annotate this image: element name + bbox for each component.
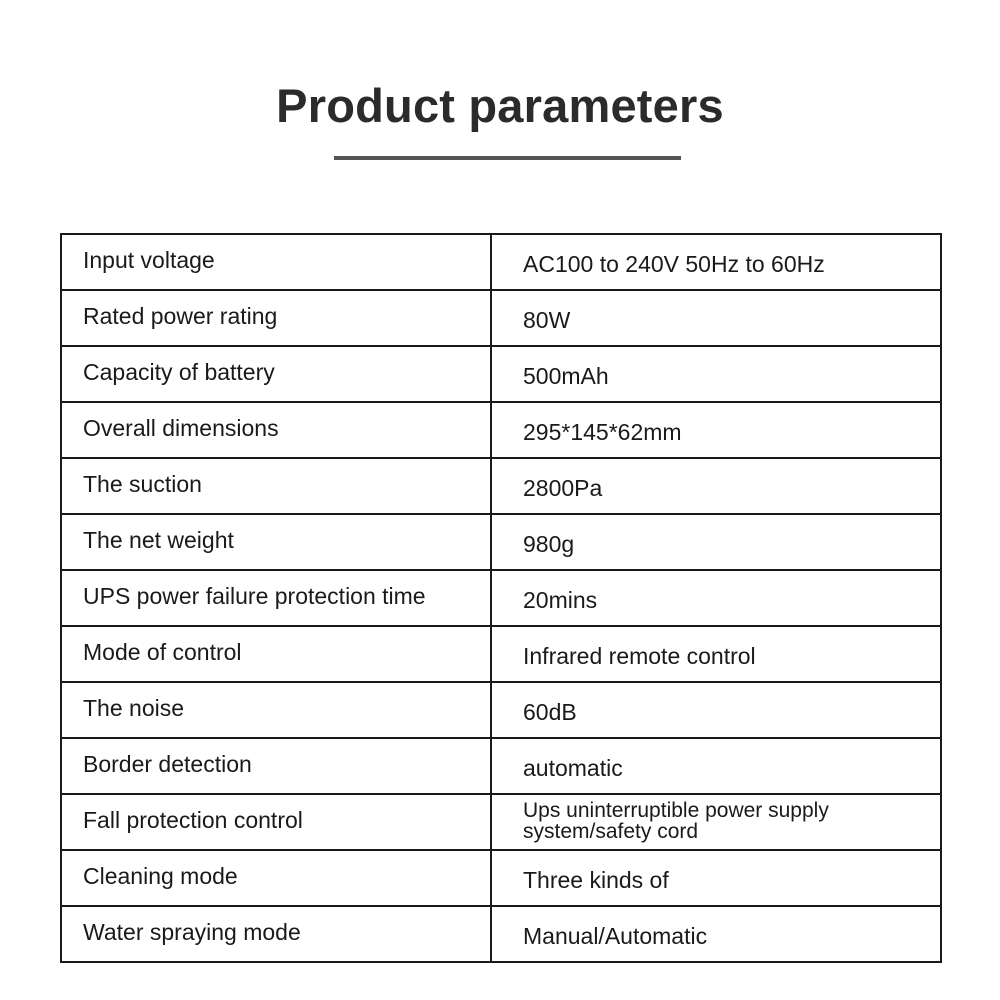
table-row — [61, 234, 941, 290]
param-label: Rated power rating — [61, 290, 491, 346]
param-label: Input voltage — [61, 234, 491, 290]
page-title: Product parameters — [276, 79, 724, 132]
param-value-line: system/safety cord — [523, 820, 699, 843]
table-row — [61, 626, 941, 682]
param-value: Manual/Automatic — [491, 906, 941, 962]
table-row — [61, 458, 941, 514]
parameters-table — [60, 233, 942, 963]
table-row — [61, 794, 941, 850]
param-value: automatic — [491, 738, 941, 794]
title-underline — [334, 156, 681, 160]
param-label: Border detection — [61, 738, 491, 794]
param-value: AC100 to 240V 50Hz to 60Hz — [491, 234, 941, 290]
table-row — [61, 906, 941, 962]
param-value: 295*145*62mm — [491, 402, 941, 458]
table-row — [61, 570, 941, 626]
table-row — [61, 402, 941, 458]
param-label: The net weight — [61, 514, 491, 570]
param-value: 2800Pa — [491, 458, 941, 514]
param-label: Water spraying mode — [61, 906, 491, 962]
table-row — [61, 514, 941, 570]
table-row — [61, 850, 941, 906]
table-row — [61, 346, 941, 402]
table-row — [61, 738, 941, 794]
param-label: Mode of control — [61, 626, 491, 682]
param-value-line: Ups uninterruptible power supply — [523, 799, 829, 822]
param-label: Capacity of battery — [61, 346, 491, 402]
param-label: Fall protection control — [61, 794, 491, 850]
param-label: UPS power failure protection time — [61, 570, 491, 626]
param-value: Infrared remote control — [491, 626, 941, 682]
param-value: 20mins — [491, 570, 941, 626]
param-value — [491, 794, 941, 850]
param-value: 980g — [491, 514, 941, 570]
param-value: 500mAh — [491, 346, 941, 402]
param-label: Cleaning mode — [61, 850, 491, 906]
table-row — [61, 682, 941, 738]
param-label: Overall dimensions — [61, 402, 491, 458]
param-label: The suction — [61, 458, 491, 514]
param-value: 60dB — [491, 682, 941, 738]
param-value: 80W — [491, 290, 941, 346]
param-label: The noise — [61, 682, 491, 738]
param-value: Three kinds of — [491, 850, 941, 906]
table-row — [61, 290, 941, 346]
